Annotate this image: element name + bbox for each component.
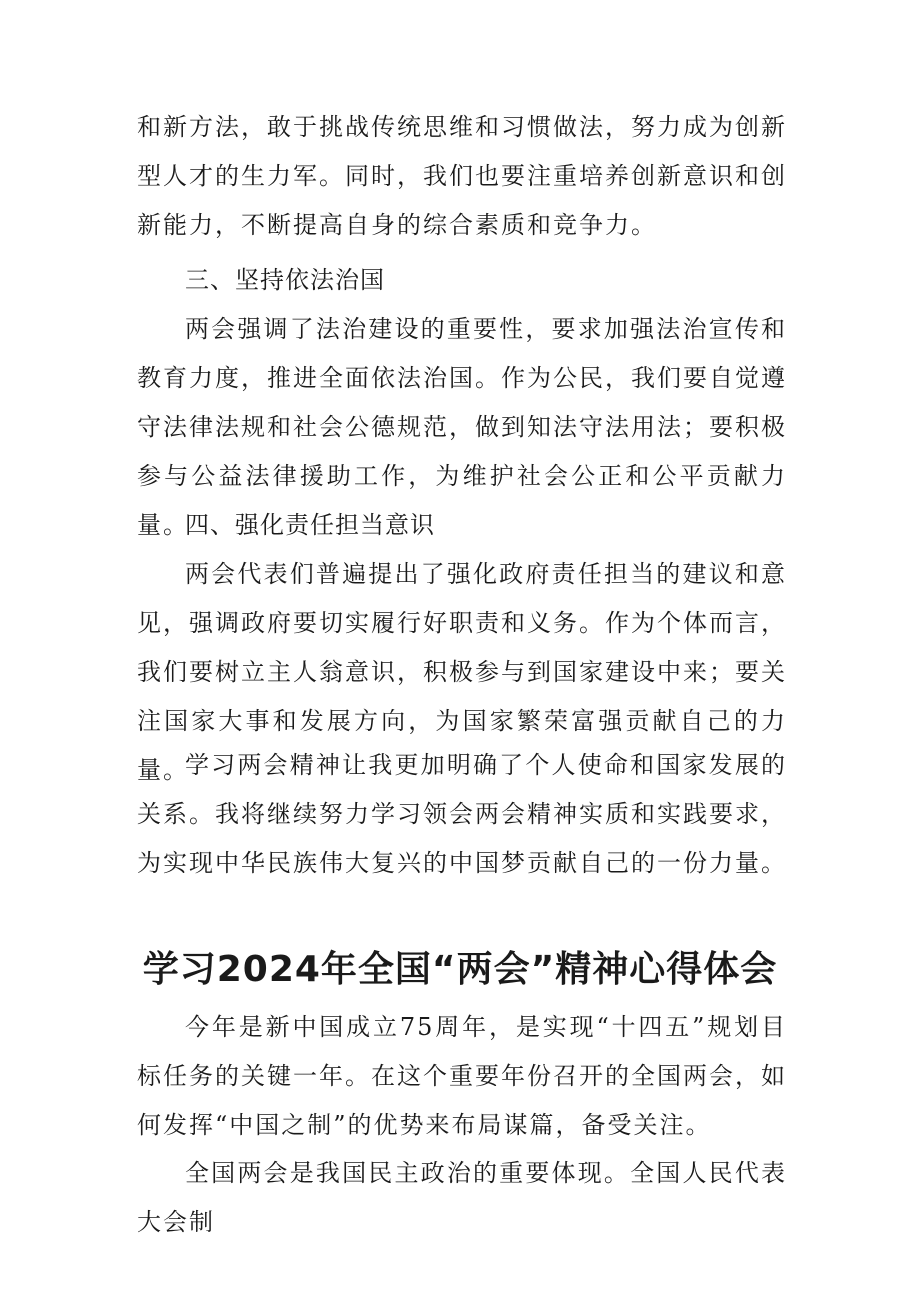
paragraph-continued: 和新方法，敢于挑战传统思维和习惯做法，努力成为创新型人才的生力军。同时，我们也要注重培养创新意识和创新能力，不断提高自身的综合素质和竞争力。 <box>137 113 787 239</box>
document-title: 学习2024年全国“两会”精神心得体会 <box>142 949 778 990</box>
section-heading-3: 三、坚持依法治国 <box>185 266 385 294</box>
section-heading-4: 四、强化责任担当意识 <box>185 511 435 539</box>
paragraph-intro: 今年是新中国成立75周年，是实现“十四五”规划目标任务的关键一年。在这个重要年份召开的全国两会，如何发挥“中国之制”的优势来布局谋篇，备受关注。 <box>137 1013 787 1139</box>
paragraph-democracy: 全国两会是我国民主政治的重要体现。全国人民代表大会制 <box>137 1159 787 1236</box>
paragraph-responsibility: 两会代表们普遍提出了强化政府责任担当的建议和意见，强调政府要切实履行好职责和义务。作为个体而言，我们要树立主人翁意识，积极参与到国家建设中来；要关注国家大事和发展方向，为国家繁荣富强贡献自己的力量。 <box>137 560 787 784</box>
paragraph-rule-of-law: 两会强调了法治建设的重要性，要求加强法治宣传和教育力度，推进全面依法治国。作为公民，我们要自觉遵守法律法规和社会公德规范，做到知法守法用法；要积极参与公益法律援助工作，为维护社会公正和公平贡献力量。 <box>137 315 787 539</box>
paragraph-conclusion: 学习两会精神让我更加明确了个人使命和国家发展的关系。我将继续努力学习领会两会精神实质和实践要求，为实现中华民族伟大复兴的中国梦贡献自己的一份力量。 <box>137 751 787 877</box>
